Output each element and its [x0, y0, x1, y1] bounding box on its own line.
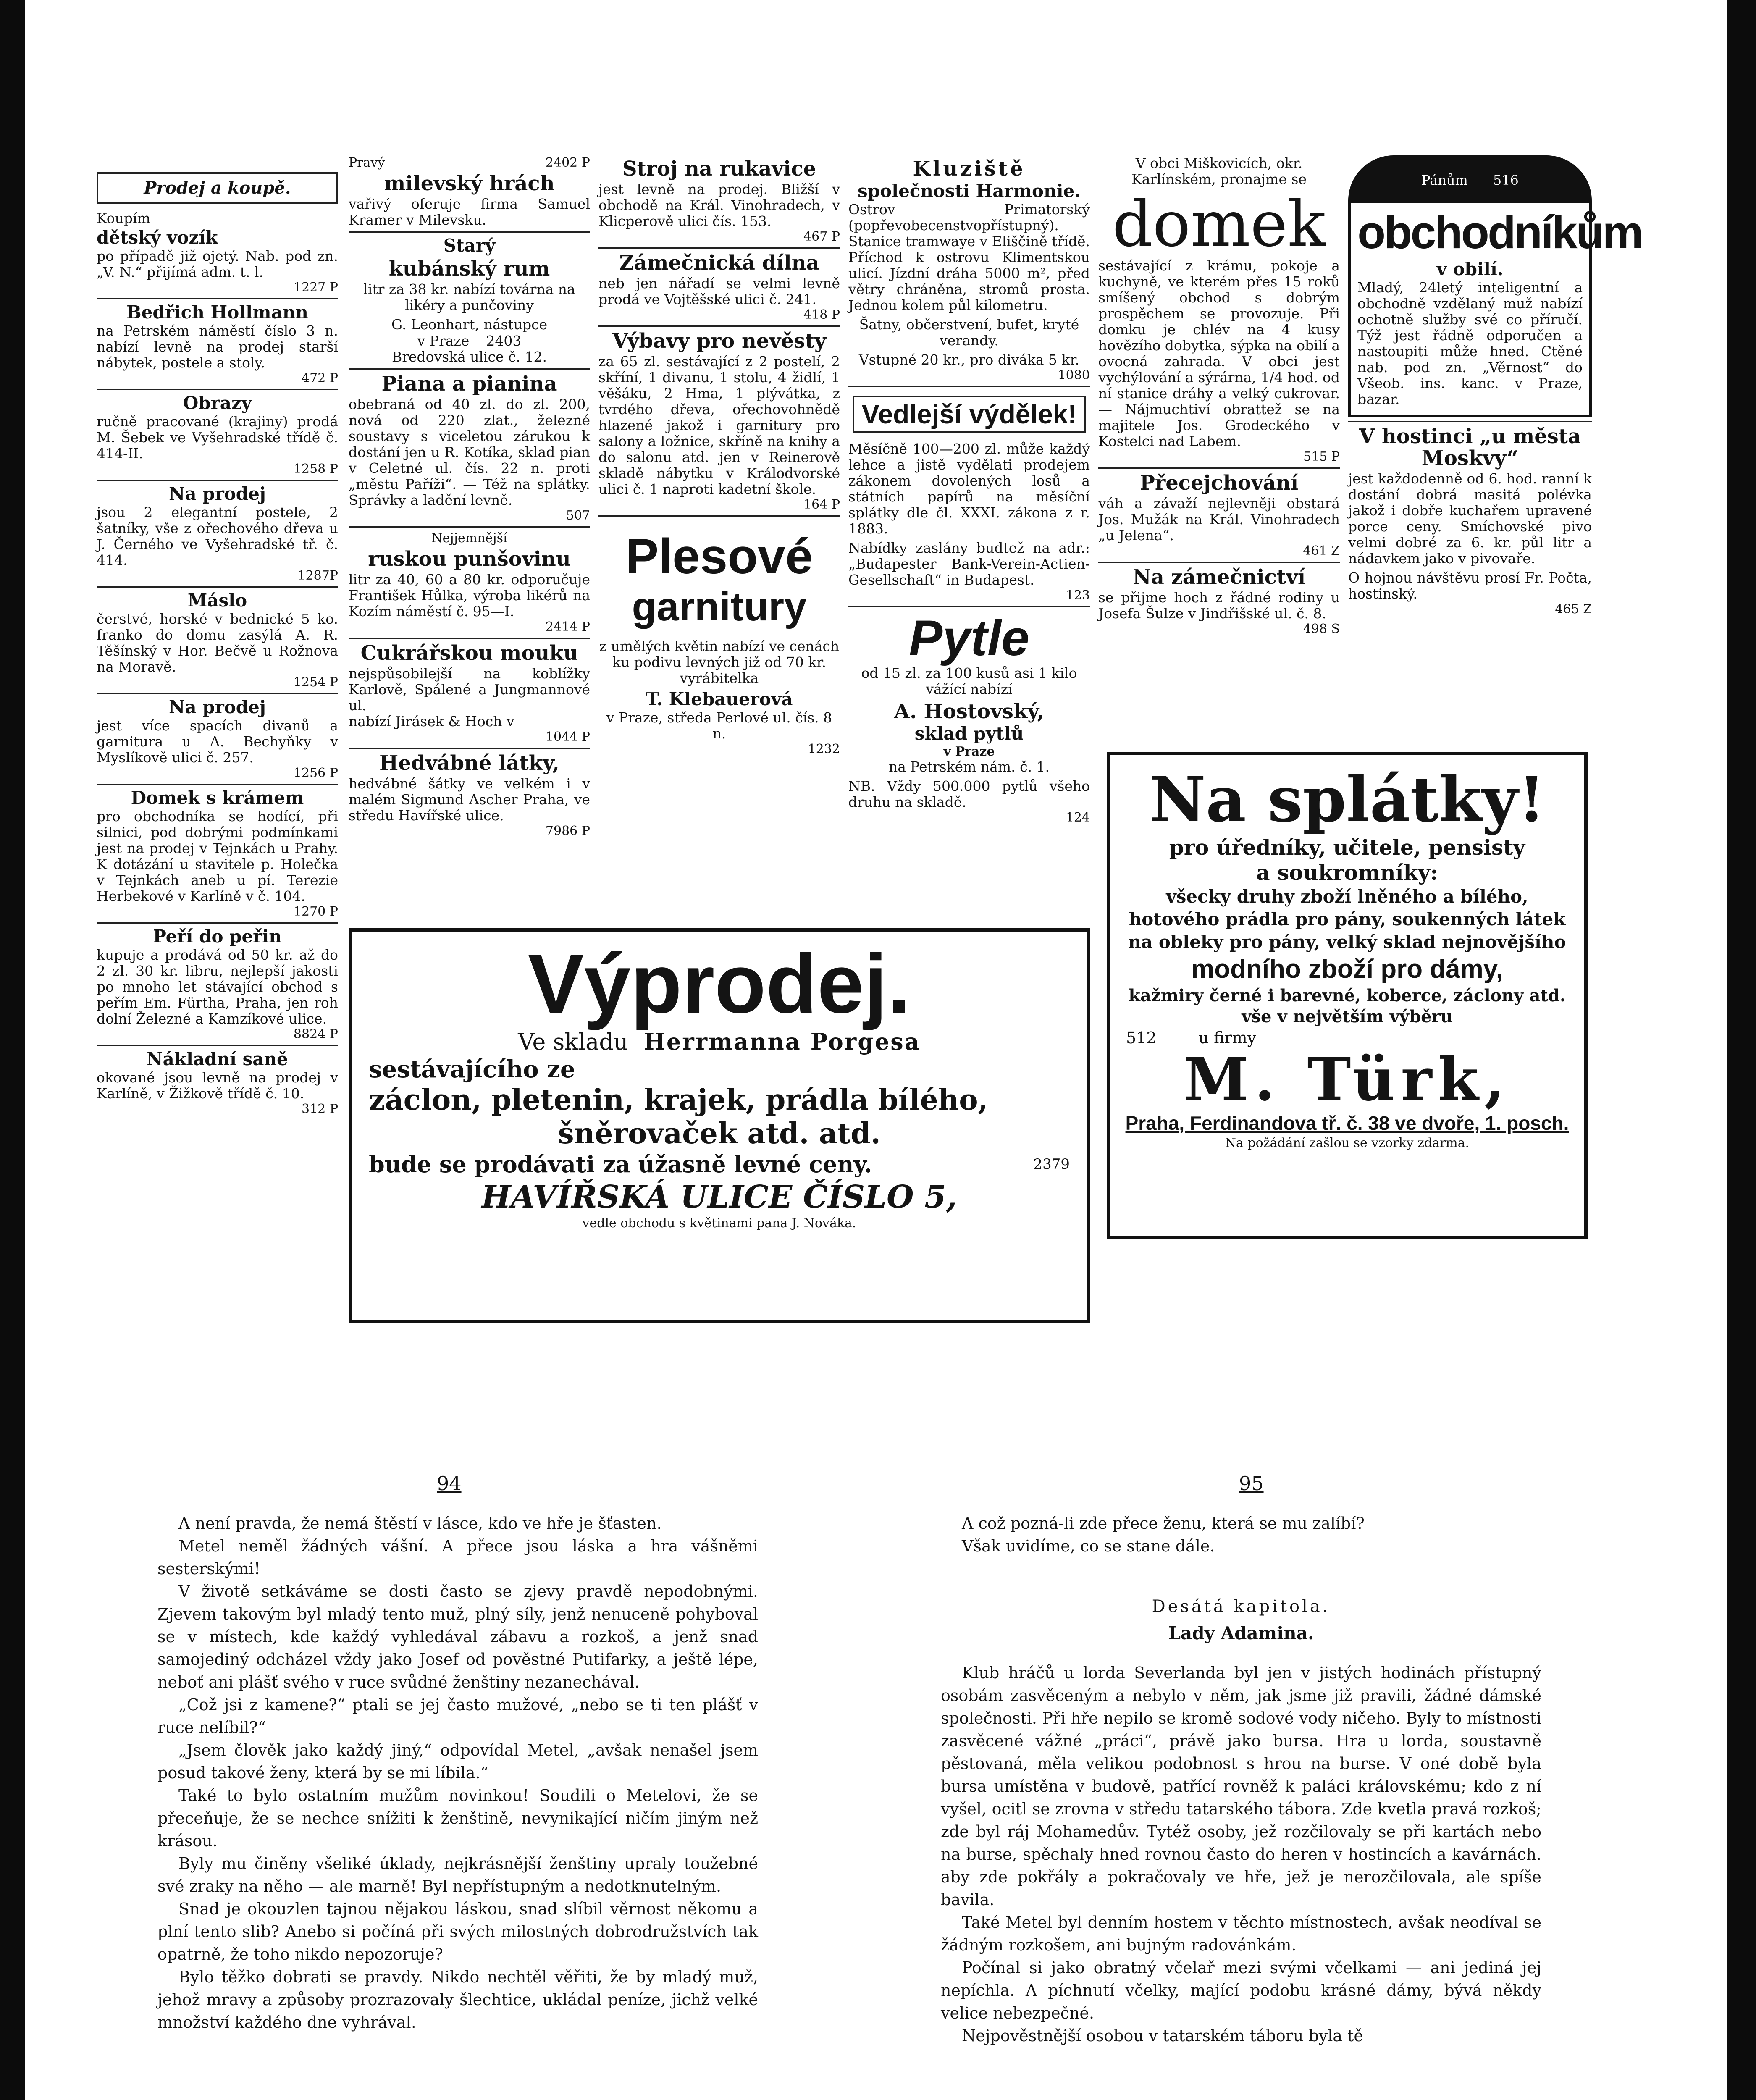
ad-heading: milevský hrách	[384, 172, 555, 195]
ad-heading: Piana a pianina	[381, 372, 557, 396]
ad-heading: společnosti Harmonie.	[858, 181, 1081, 201]
ad-intro: V obci Miškovicích, okr. Karlínském, pronajme se	[1131, 155, 1307, 187]
ad-number: 312 P	[302, 1102, 338, 1116]
novel-paragraph: Byly mu činěny všeliké úklady, nejkrásnější ženštiny upraly toužebné své zraky na něho — ale marně! Byl nepřístupným a nedotknutelným.	[157, 1854, 758, 1895]
ad-number: 1287P	[297, 568, 338, 583]
ad-text: čerstvé, horské v bednické 5 ko. franko do domu zasýlá A. R. Těšínský v Hor. Bečvě u Rožnova na Moravě.	[97, 611, 338, 675]
ad-heading: Stroj na rukavice	[622, 157, 816, 181]
divider	[97, 586, 338, 588]
ad-heading: Starý	[443, 235, 496, 256]
ad-text: NB. Vždy 500.000 pytlů všeho druhu na skladě.	[848, 778, 1090, 810]
ad-heading-large: Plesové	[625, 529, 813, 584]
ad-heading: A. Hostovský,	[894, 700, 1045, 723]
ad-number: 1232	[808, 742, 840, 756]
ad-heading: Na prodej	[168, 483, 266, 504]
ad-text: od 15 zl. za 100 kusů asi 1 kilo vážící nabízí	[861, 665, 1077, 697]
ad-text: u firmy	[1198, 1029, 1257, 1047]
ad-text: nejspůsobilejší na koblížky Karlově, Spálené a Jungmannové ul.	[349, 665, 590, 714]
ad-text: v Praze	[417, 333, 470, 349]
ad-text: ručně pracované (krajiny) prodá M. Šebek ve Vyšehradské třídě č. 414-II.	[97, 413, 338, 462]
ad-number: 1258 P	[293, 462, 338, 476]
ad-text: na Petrském nám. č. 1.	[888, 759, 1050, 775]
ad-text: jest více spacích divanů a garnitura u A. Bechyňky v Myslíkově ulici č. 257.	[97, 717, 338, 766]
ads-column-5	[1098, 155, 1340, 743]
novel-paragraph: Metel neměl žádných vášní. A přece jsou láska a hra vášněmi sesterskými!	[157, 1537, 758, 1578]
ad-address: Praha, Ferdinandova tř. č. 38 ve dvoře, 1. posch.	[1125, 1112, 1569, 1134]
ad-heading-large: Vedlejší výdělek!	[853, 396, 1086, 433]
ad-header-row	[1352, 172, 1588, 188]
ad-text: Bredovská ulice č. 12.	[391, 349, 547, 365]
chapter-number: Desátá kapitola.	[1152, 1597, 1331, 1616]
merchants-ad-frame	[1348, 201, 1642, 417]
ad-text: v Praze, středa Perlové ul. čís. 8 n.	[606, 709, 832, 742]
ad-text: Šatny, občerstvení, bufet, kryté verandy.	[859, 316, 1079, 349]
ad-text: sestávajícího ze	[369, 1055, 575, 1083]
ad-text: šněrovaček atd. atd.	[558, 1117, 881, 1150]
ad-number: 465 Z	[1555, 602, 1592, 617]
chapter-title: Lady Adamina.	[1168, 1623, 1314, 1643]
ad-number: 516	[1493, 172, 1519, 188]
novel-paragraph: Klub hráčů u lorda Severlanda byl jen v jistých hodinách přístupný osobám zasvěceným a nebylo v něm, jak jsme již pravili, žádné dámské společnosti. Při hře nepilo se kromě sodové vody ničeho. Byly to místnosti zasvěcené vážné „práci“, právě jako bursa. Hra u lorda, soustavně pěstovaná, měla velikou podobnost s hrou na burse. V oné době byla bursa umístěna v budově, patřící rovněž k paláci královskému; kdo z ní vyšel, ocitl se zrovna v středu tatarského tábora. Zde kvetla pravá rozkoš; zde byl ráj Mohamedův. Tytéž osoby, jež rozčilovaly se při kartách nebo na burse, spěchaly hned rovnou často do heren v hostincích a kavárnách. aby zde pokřály a pokračovaly ve hře, jež je nerozčilovala, ale spíše bavila.	[941, 1664, 1541, 1909]
ad-text: Ve skladu	[518, 1029, 628, 1055]
ad-heading-large: Výprodej.	[528, 937, 911, 1031]
ad-number: 467 P	[803, 229, 840, 244]
ad-heading: V hostinci „u města Moskvy“	[1359, 425, 1581, 470]
ad-number: 507	[566, 508, 590, 523]
ad-text: Mladý, 24letý inteligentní a obchodně vzdělaný muž nabízí ochotně služby své co příručí. Týž jest řádně odporučen a nastoupiti může hned. Ctěné nab. pod zn. „Věrnost“ do Všeob. ins. kanc. v Praze, bazar.	[1357, 279, 1583, 407]
ad-text: po případě již ojetý. Nab. pod zn. „V. N.“ přijímá adm. t. l.	[97, 248, 338, 280]
ad-number: 124	[1066, 810, 1090, 825]
ad-heading-large: obchodníkům	[1357, 207, 1642, 258]
clearance-sale-ad	[349, 928, 1090, 1323]
ad-text: všecky druhy zboží lněného a bílého, hotového prádla pro pány, soukenných látek na obleky pro pány, velký sklad nejnovějšího	[1128, 886, 1566, 952]
ad-text: kupuje a prodává od 50 kr. až do 2 zl. 30 kr. libru, nejlepší jakosti po mnoho let stávající obchod s peřím Em. Fürtha, Praha, jen roh dolní Železné a Kamzíkové ulice.	[97, 947, 338, 1027]
ad-text: za 65 zl. sestávající z 2 postelí, 2 skříní, 1 divanu, 1 stolu, 4 židlí, 1 věšáku, 2 Hma, 1 plývátka, z tvrdého dřeva, ořechovohnědě hlazené jakož i garnitury pro salony a ložnice, skříně na knihy a do salonu atd. jen v Reinerově skladě nábytku v Králodvorské ulici č. 1 naproti kadetní škole.	[598, 353, 840, 497]
ad-heading: Cukrářskou mouku	[360, 641, 578, 665]
ad-number: 123	[1066, 588, 1090, 603]
divider	[598, 326, 840, 327]
ad-text: jsou 2 elegantní postele, 2 šatníky, vše z ořechového dřeva u J. Černého ve Vyšehradské tř. č. 414.	[97, 504, 338, 568]
ad-text: jest každodenně od 6. hod. ranní k dostání dobrá masitá polévka jakož i dobře kuchařem upravené porce ceny. Smíchovské pivo velmi dobré za 6. kr. půl litr a nádavkem jako v pivovaře.	[1348, 470, 1592, 567]
ad-heading: Bedřich Hollmann	[126, 302, 308, 323]
novel-paragraph: Nejpověstnější osobou v tatarském táboru byla tě	[962, 2026, 1363, 2045]
ad-text: Ostrov Primatorský (popřevobecenstvopřístupný). Stanice tramwaye v Eliščině třídě. Příchod k ostrovu Klimentskou ulicí. Jízdní dráha 5000 m², před větry chráněna, stromů prosta. Jednou kolem půl kilometru.	[848, 201, 1090, 313]
ad-heading: Na zámečnictví	[1132, 565, 1306, 589]
ads-column-4	[848, 155, 1090, 920]
ad-heading: dětský vozík	[97, 227, 218, 248]
ad-row	[349, 333, 590, 349]
ad-number: 2402 P	[545, 155, 590, 170]
novel-paragraph: Také to bylo ostatním mužům novinkou! Soudili o Metelovi, že se přeceňuje, že se nechce snížiti k ženštině, nevynikající ničím jiným než krásou.	[157, 1786, 758, 1850]
divider	[1348, 421, 1592, 422]
merchants-ad-box	[1348, 155, 1592, 201]
ad-heading: Na prodej	[168, 697, 266, 717]
ad-text: sestávající z krámu, pokoje a kuchyně, ve kterém přes 15 roků smíšený obchod s dobrým prospěchem se provozuje. Při domku je chlév na 4 kusy hovězího dobytka, sýpka na obilí a ovocná zahrada. V obci jest vychýlování a sýrárna, 1/4 hod. od ní stanice dráhy a velký cukrovar. — Nájmuchtiví obrattež se na majitele Jos. Grodeckého v Kostelci nad Labem.	[1098, 257, 1340, 449]
ad-heading: Domek s krámem	[131, 788, 304, 808]
ad-intro: Pánům	[1421, 172, 1468, 188]
ad-text: okované jsou levně na prodej v Karlíně, v Žižkově třídě č. 10.	[97, 1069, 338, 1102]
divider	[598, 515, 840, 517]
ads-column-3	[598, 155, 840, 920]
novel-page-left	[157, 1512, 758, 2034]
divider	[97, 298, 338, 299]
ad-line	[369, 1028, 1070, 1055]
divider	[97, 784, 338, 785]
ad-text: litr za 38 kr. nabízí továrna na likéry a punčoviny	[363, 281, 575, 313]
divider	[1098, 562, 1340, 563]
ad-intro: Koupím	[97, 210, 150, 226]
ad-heading: kubánský rum	[388, 257, 550, 281]
novel-paragraph: Bylo těžko dobrati se pravdy. Nikdo nechtěl věřiti, že by mladý muž, jehož mravy a způsoby prozrazovaly šlechtice, ukládal peníze, jichž velké množství každého dne vyhrával.	[157, 1968, 758, 2032]
ad-number: 8824 P	[293, 1027, 338, 1042]
ad-heading: sklad pytlů	[914, 723, 1024, 744]
ad-number: 515 P	[1303, 449, 1340, 464]
ad-text: modního zboží pro dámy,	[1191, 955, 1503, 984]
ad-heading: Máslo	[187, 590, 247, 611]
novel-paragraph: „Což jsi z kamene?“ ptali se jej často mužové, „nebo se ti ten plášť v ruce nelíbil?“	[157, 1696, 758, 1737]
installments-ad	[1107, 752, 1588, 1239]
ad-line	[369, 1150, 1070, 1178]
novel-page-right	[941, 1512, 1541, 2047]
novel-paragraph: V životě setkáváme se dosti často se zjevy pravdě nepodobnými. Zjevem takovým byl mladý tento muž, plný síly, jenž nenuceně pohyboval se v místech, kde každý vyhledával zábavu a rozkoš, a jenž snad samojediný odcházel vždy jako Josef od pověstné Putifarky, a ještě lépe, neboť ani plášť svého v ruce svůdné ženštiny nezanechával.	[157, 1582, 758, 1691]
ad-number: 472 P	[302, 371, 338, 386]
ad-text: a soukromníky:	[1256, 860, 1438, 885]
page-number-right: 95	[1239, 1472, 1264, 1495]
ad-text: Na požádání zašlou se vzorky zdarma.	[1225, 1136, 1470, 1150]
ad-heading: Peří do peřin	[153, 926, 282, 947]
ad-text: hedvábné šátky ve velkém i v malém Sigmund Ascher Praha, ve středu Havířské ulice.	[349, 775, 590, 824]
ads-column-6	[1348, 155, 1642, 743]
ad-company: Herrmanna Porgesa	[643, 1028, 921, 1055]
ad-heading-large: garnitury	[632, 584, 807, 629]
page-number-left: 94	[437, 1472, 462, 1495]
ad-number: 1227 P	[293, 280, 338, 295]
ad-heading-large: domek	[1112, 188, 1326, 261]
ad-text: kažmiry černé i barevné, koberce, záclony atd. vše v největším výběru	[1129, 986, 1566, 1026]
ad-number: 461 Z	[1303, 543, 1340, 558]
novel-paragraph: A což pozná-li zde přece ženu, která se mu zalíbí?	[962, 1514, 1365, 1533]
ad-text: Nabídky zaslány budtež na adr.: „Budapester Bank-Verein-Actien-Gesellschaft“ in Budapest.	[848, 540, 1090, 588]
ad-heading: Výbavy pro nevěsty	[612, 329, 826, 353]
ad-text: pro úředníky, učitele, pensisty	[1169, 835, 1525, 860]
ad-intro: Pravý	[349, 155, 385, 170]
ad-number: 7986 P	[545, 824, 590, 838]
divider	[1098, 467, 1340, 469]
ad-header-row	[349, 155, 590, 170]
ad-text: G. Leonhart, nástupce	[391, 316, 548, 333]
ad-number: 2379	[1033, 1156, 1070, 1173]
novel-paragraph: Počínal si jako obratný včelař mezi svými včelkami — ani jediná jej nepíchla. A píchnutí včelky, mající podobu krásné dámy, bývá někdy velice nebezpečné.	[941, 1958, 1541, 2022]
divider	[848, 606, 1090, 607]
ad-number: 2403	[486, 333, 522, 349]
divider	[97, 1045, 338, 1046]
novel-paragraph: Však uvidíme, co se stane dále.	[962, 1537, 1215, 1555]
ad-text: litr za 40, 60 a 80 kr. odporučuje František Hůlka, výroba likérů na Kozím náměstí č. 95—I.	[349, 571, 590, 620]
ad-text: nabízí Jirásek & Hoch v	[349, 713, 514, 730]
ad-text: jest levně na prodej. Bližší v obchodě na Král. Vinohradech, v Klicperově ulici čís. 153.	[598, 181, 840, 229]
divider	[848, 386, 1090, 387]
ad-number: 164 P	[803, 497, 840, 512]
ad-heading: Přecejchování	[1139, 471, 1299, 495]
ad-text: obebraná od 40 zl. do zl. 200, nová od 220 zlat., železné soustavy s viceletou zárukou k dostání jen u R. Kotíka, sklad pian v Celetné ul. čís. 22 n. proti „městu Paříži“. — Též na splátky. Správky a ladění levně.	[349, 396, 590, 508]
ad-text: pro obchodníka se hodící, při silnici, pod dobrými podmínkami jest na prodej v Tejnkách u Prahy. K dotázání u stavitele p. Holečka v Tejnkách aneb u pí. Terezie Herbekové v Karlíně v č. 104.	[97, 808, 338, 904]
ad-text: bude se prodávati za úžasně levné ceny.	[369, 1151, 872, 1178]
ad-intro: Nejjemnější	[431, 531, 507, 546]
ad-text: záclon, pletenin, krajek, prádla bílého,	[369, 1083, 988, 1117]
ad-heading: Nákladní saně	[147, 1049, 288, 1069]
ad-heading: Obrazy	[183, 393, 252, 413]
ad-number: 1256 P	[293, 766, 338, 780]
ad-text: O hojnou návštěvu prosí Fr. Počta, hostinský.	[1348, 570, 1592, 602]
ad-heading: Hedvábné látky,	[379, 751, 559, 775]
ad-text: z umělých květin nabízí ve cenách ku podivu levných již od 70 kr. vyrábitelka	[599, 638, 840, 686]
ads-column-2	[349, 155, 590, 920]
divider	[97, 693, 338, 694]
ad-heading-large: Na splátky!	[1149, 763, 1546, 836]
ad-number: 2414 P	[545, 620, 590, 634]
ad-text: se přijme hoch z řádné rodiny u Josefa Šulze v Jindřišské ul. č. 8.	[1098, 589, 1340, 622]
ads-column-1	[97, 155, 338, 1323]
ad-text: váh a závaží nejlevněji obstará Jos. Mužák na Král. Vinohradech „u Jelena“.	[1098, 495, 1340, 543]
divider	[97, 480, 338, 481]
divider	[349, 526, 590, 528]
ad-heading: T. Klebauerová	[646, 689, 793, 709]
ad-number: 418 P	[803, 307, 840, 322]
divider	[349, 231, 590, 233]
novel-paragraph: Snad je okouzlen tajnou nějakou láskou, snad slíbil věrnost někomu a plní tento slib? Anebo si počíná při svých milostných dobrodružstvích tak opatrně, že toho nikdo nepozoruje?	[157, 1900, 758, 1964]
divider	[349, 748, 590, 749]
classified-ads-page	[97, 155, 1642, 1323]
ad-text: vařivý oferuje firma Samuel Kramer v Milevsku.	[349, 196, 590, 228]
ad-number: 1254 P	[293, 675, 338, 690]
novel-paragraph: A není pravda, že nemá štěstí v lásce, kdo ve hře je šťasten.	[178, 1514, 662, 1533]
scan-edge-right	[1727, 0, 1756, 2100]
scan-edge-left	[0, 0, 25, 2100]
ad-number: 1080	[1058, 368, 1090, 383]
divider	[349, 638, 590, 639]
novel-paragraph: „Jsem člověk jako každý jiný,“ odpovídal Metel, „avšak nenašel jsem posud takové ženy, která by se mi líbila.“	[157, 1741, 758, 1782]
ad-text: Vstupné 20 kr., pro diváka 5 kr.	[858, 352, 1080, 368]
divider	[97, 922, 338, 924]
ad-heading: Zámečnická dílna	[619, 251, 819, 275]
ad-number: 512	[1126, 1029, 1157, 1047]
ad-number: 498 S	[1303, 622, 1340, 636]
ad-number: 1270 P	[293, 904, 338, 919]
divider	[349, 368, 590, 370]
ad-text: Měsíčně 100—200 zl. může každý lehce a jistě vydělati prodejem zákonem dovolených losů a státních papírů na měsíční splátky dle čl. XXXI. zákona z r. 1883.	[848, 441, 1090, 537]
ad-address: HAVÍŘSKÁ ULICE ČÍSLO 5,	[481, 1179, 957, 1215]
ad-text: vedle obchodu s květinami pana J. Nováka.	[582, 1216, 856, 1231]
ad-number: 1044 P	[545, 730, 590, 744]
ad-heading-large: Pytle	[909, 610, 1029, 666]
novel-paragraph: Také Metel byl denním hostem v těchto místnostech, avšak neodíval se žádným rozkošem, ani bujným radovánkám.	[941, 1913, 1541, 1954]
ad-heading: ruskou punšovinu	[368, 547, 571, 571]
ad-text: v Praze	[943, 744, 995, 759]
section-header: Prodej a koupě.	[97, 172, 338, 204]
divider	[598, 247, 840, 249]
ad-heading: v obilí.	[1436, 259, 1504, 279]
ad-text: na Petrském náměstí číslo 3 n. nabízí levně na prodej starší nábytek, postele a stoly.	[97, 323, 338, 371]
ad-company: M. Türk,	[1183, 1045, 1511, 1114]
divider	[97, 389, 338, 390]
ad-heading: Kluziště	[913, 157, 1026, 181]
ad-text: neb jen nářadí se velmi levně prodá ve Vojtěšské ulici č. 241.	[598, 275, 840, 307]
